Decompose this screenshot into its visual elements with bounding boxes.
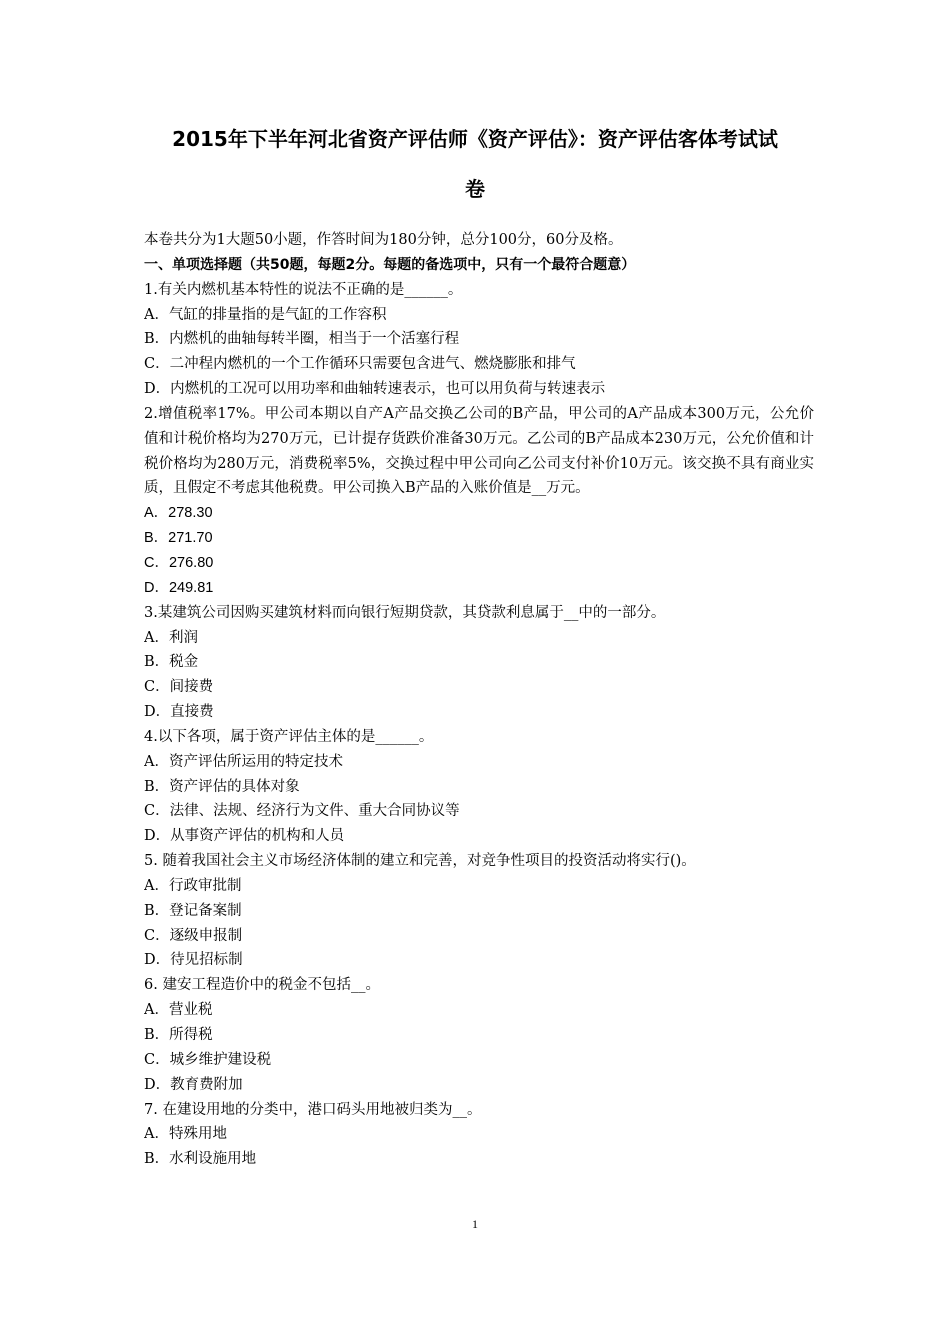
option-b: B．税金 xyxy=(144,654,199,671)
option-c: C．二冲程内燃机的一个工作循环只需要包含进气、燃烧膨胀和排气 xyxy=(144,356,576,373)
question-7 xyxy=(144,1098,814,1173)
question-stem: 1.有关内燃机基本特性的说法不正确的是______。 xyxy=(144,281,463,298)
document-title-line-2: 卷 xyxy=(465,177,485,201)
option-a: A．行政审批制 xyxy=(144,877,242,894)
option-a: A．营业税 xyxy=(144,1002,213,1019)
question-stem: 7. 在建设用地的分类中，港口码头用地被归类为__。 xyxy=(144,1101,482,1118)
document-body xyxy=(144,228,814,1172)
question-2 xyxy=(144,402,814,601)
option-c: C．逐级申报制 xyxy=(144,927,243,944)
option-d: D．教育费附加 xyxy=(144,1076,243,1093)
option-a: A．特殊用地 xyxy=(144,1126,227,1143)
question-stem: 3.某建筑公司因购买建筑材料而向银行短期贷款，其贷款利息属于__中的一部分。 xyxy=(144,604,666,621)
page-number: 1 xyxy=(472,1217,478,1231)
option-c: C．城乡维护建设税 xyxy=(144,1051,272,1068)
option-d: D．249.81 xyxy=(144,579,214,596)
option-d: D．直接费 xyxy=(144,704,214,721)
question-1 xyxy=(144,278,814,402)
question-6 xyxy=(144,973,814,1097)
option-b: B．登记备案制 xyxy=(144,902,242,919)
option-b: B．资产评估的具体对象 xyxy=(144,778,300,795)
option-c: C．276.80 xyxy=(144,554,214,571)
exam-intro: 本卷共分为1大题50小题，作答时间为180分钟，总分100分，60分及格。 xyxy=(144,232,623,248)
section-heading: 一、单项选择题（共50题，每题2分。每题的备选项中，只有一个最符合题意） xyxy=(144,256,636,273)
question-stem: 4.以下各项，属于资产评估主体的是______。 xyxy=(144,728,434,745)
option-b: B．水利设施用地 xyxy=(144,1151,257,1168)
option-c: C．法律、法规、经济行为文件、重大合同协议等 xyxy=(144,803,460,820)
option-a: A．278.30 xyxy=(144,505,213,522)
option-c: C．间接费 xyxy=(144,679,214,696)
option-a: A．资产评估所运用的特定技术 xyxy=(144,753,343,770)
option-b: B．内燃机的曲轴每转半圈，相当于一个活塞行程 xyxy=(144,331,460,348)
question-stem: 6. 建安工程造价中的税金不包括__。 xyxy=(144,977,380,994)
option-b: B．271.70 xyxy=(144,530,213,547)
question-5 xyxy=(144,849,814,973)
question-4 xyxy=(144,725,814,849)
option-b: B．所得税 xyxy=(144,1027,213,1043)
question-3 xyxy=(144,601,814,725)
option-d: D．内燃机的工况可以用功率和曲轴转速表示，也可以用负荷与转速表示 xyxy=(144,381,606,398)
option-d: D．从事资产评估的机构和人员 xyxy=(144,828,345,845)
question-stem: 2.增值税率17%。甲公司本期以自产A产品交换乙公司的B产品，甲公司的A产品成本300万元，公允价值和计税价格均为270万元，已计提存货跌价准备30万元。乙公司的B产品成本230万元，公允价值和计税价格均为280万元，消费税率5%，交换过程中甲公司向乙公司支付补价10万元。该交换不具有商业实质，且假定不考虑其他税费。甲公司换入B产品的入账价值是__万元。 xyxy=(144,405,814,497)
option-a: A．利润 xyxy=(144,629,198,646)
option-a: A．气缸的排量指的是气缸的工作容积 xyxy=(144,306,387,323)
document-title-line-1: 2015年下半年河北省资产评估师《资产评估》：资产评估客体考试试 xyxy=(172,127,778,151)
option-d: D．待见招标制 xyxy=(144,952,243,969)
question-stem: 5. 随着我国社会主义市场经济体制的建立和完善，对竞争性项目的投资活动将实行()。 xyxy=(144,853,696,870)
